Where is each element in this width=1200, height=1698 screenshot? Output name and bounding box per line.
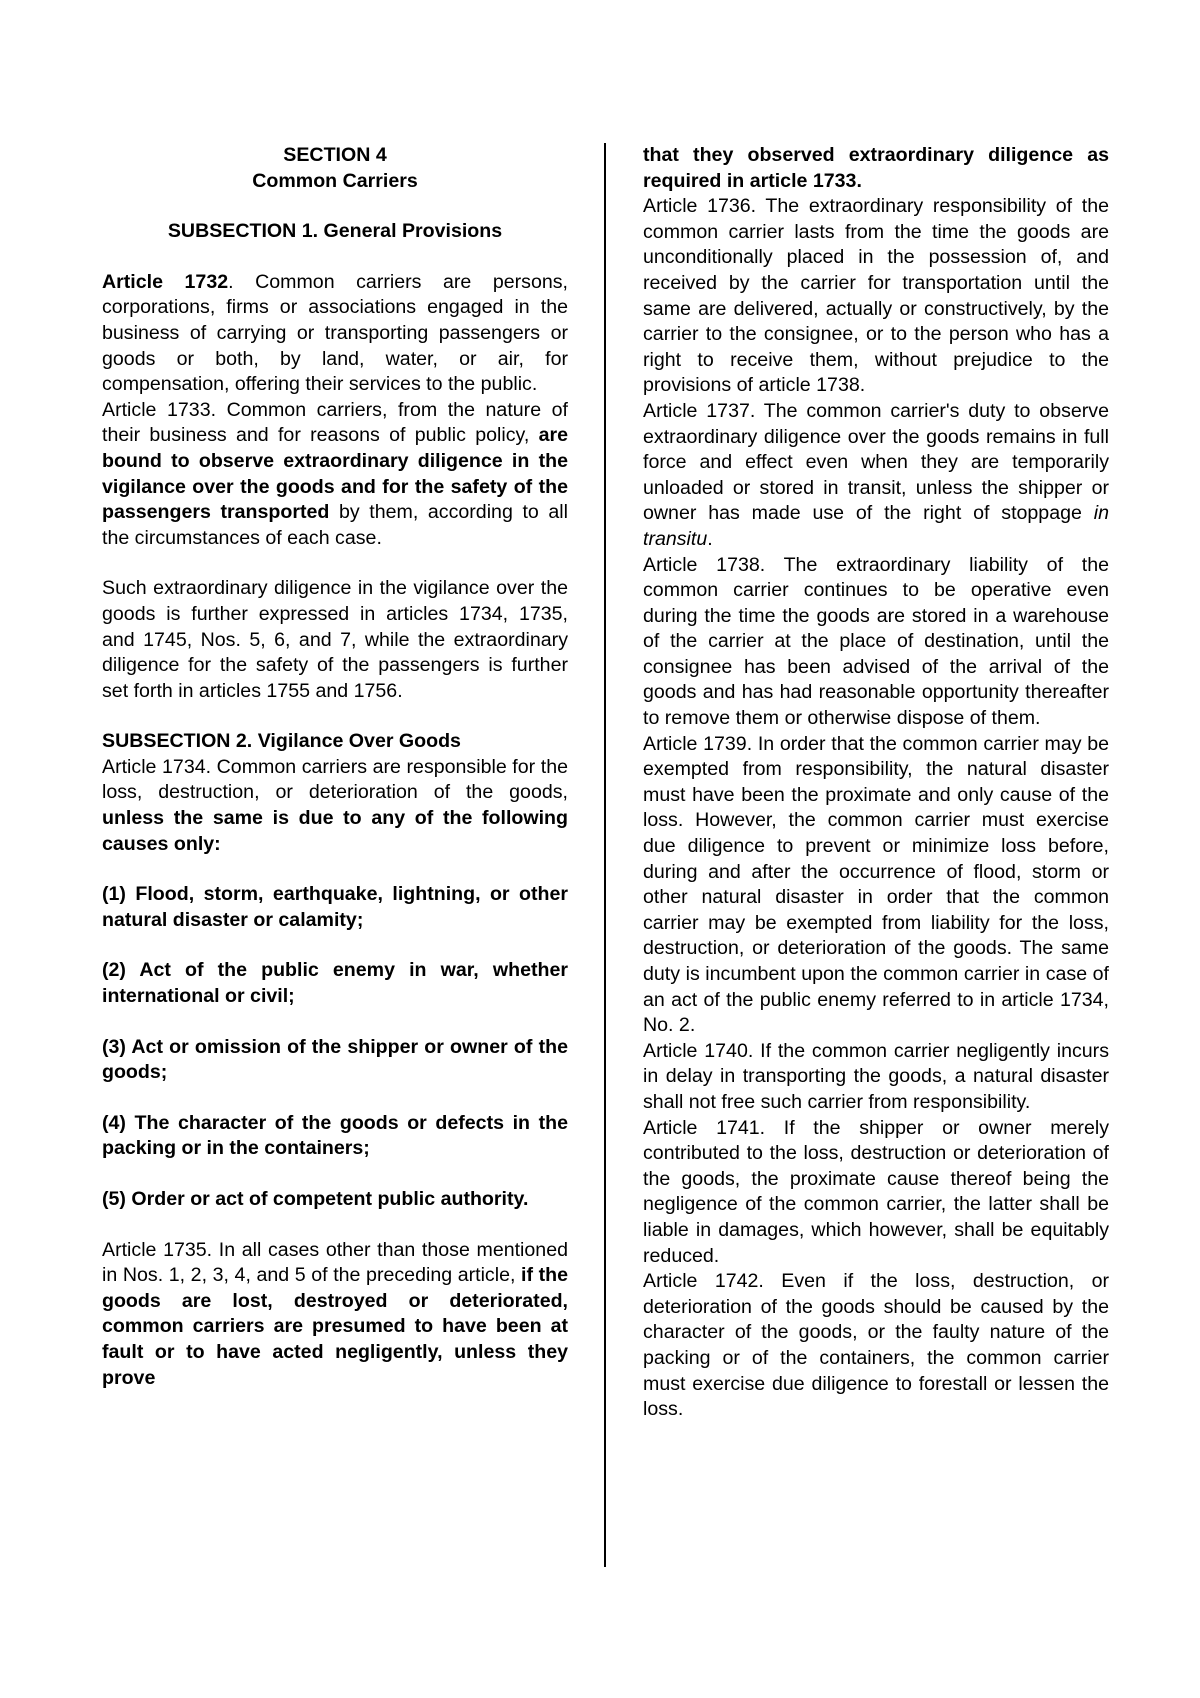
article-1733-label: Article 1733. [102, 398, 217, 421]
article-1735-label: Article 1735. [102, 1238, 213, 1261]
extraordinary-diligence-paragraph: Such extraordinary diligence in the vigilance over the goods is further expressed in articles 1734, 1735, and 1745, Nos. 5, 6, and 7, while the extraordinary diligence for the safety of the passengers is further set forth in articles 1755 and 1756. [102, 577, 568, 702]
article-1737 [643, 399, 1109, 553]
article-1736-text: The extraordinary responsibility of the common carrier lasts from the time the goods are unconditionally placed in the possession of, and received by the carrier for transportation until the same are delivered, actually or constructively, by the carrier to the consignee, or to the person who has a right to receive them, without prejudice to the provisions of article 1738. [643, 195, 1109, 397]
left-column [102, 143, 568, 1391]
column-divider [604, 143, 606, 1567]
article-1733-text: Common carriers, from the nature of their business and for reasons of public policy, [102, 398, 569, 447]
article-1737-label: Article 1737. [643, 399, 756, 422]
article-1741 [643, 1116, 1109, 1270]
cause-item: (1) Flood, storm, earthquake, lightning, or other natural disaster or calamity; [102, 883, 568, 931]
article-1738-text: The extraordinary liability of the common carrier continues to be operative even during the time the goods are stored in a warehouse of the carrier at the place of destination, until the consignee has been advised of the arrival of the goods and has had reasonable opportunity thereafter to remove them or otherwise dispose of them. [643, 553, 1109, 730]
article-1739 [643, 732, 1109, 1039]
article-1738-label: Article 1738. [643, 553, 766, 576]
article-1742-text: Even if the loss, destruction, or deterioration of the goods should be caused by the character of the goods, or the faulty nature of the packing or of the containers, the common carrier must exercise due diligence to forestall or lessen the loss. [643, 1270, 1109, 1421]
article-1740-text: If the common carrier negligently incurs in delay in transporting the goods, a natural disaster shall not free such carrier from responsibility. [643, 1039, 1110, 1113]
section-heading: SECTION 4 [283, 144, 387, 166]
cause-item: (3) Act or omission of the shipper or owner of the goods; [102, 1035, 568, 1084]
article-1733-text-end: by them, according to all the circumstances of each case. [102, 501, 568, 549]
article-1737-italic: in transitu [643, 502, 1109, 550]
article-1734-label: Article 1734. [102, 755, 212, 778]
article-1737-end: . [707, 527, 713, 550]
article-1734-bold: unless the same is due to any of the following causes only: [102, 807, 568, 855]
article-1742 [643, 1269, 1109, 1423]
article-1733-bold: are bound to observe extraordinary diligence in the vigilance over the goods and for the safety of the passengers transported [102, 424, 568, 524]
article-1742-label: Article 1742. [643, 1270, 764, 1293]
cause-item: (4) The character of the goods or defects in the packing or in the containers; [102, 1111, 568, 1160]
article-1734-text: Common carriers are responsible for the loss, destruction, or deterioration of the goods, [102, 755, 568, 804]
article-1732-text: . Common carriers are persons, corporations, firms or associations engaged in the business of carrying or transporting passengers or goods or both, by land, water, or air, for compensation, offering their services to the public. [102, 270, 569, 396]
article-1733 [102, 398, 568, 552]
subsection-1-heading: SUBSECTION 1. General Provisions [167, 220, 503, 243]
article-1732-label: Article 1732 [102, 270, 229, 293]
article-1736 [643, 194, 1109, 399]
article-1732 [102, 270, 568, 398]
article-1738 [643, 553, 1109, 732]
article-1741-text: If the shipper or owner merely contributed to the loss, destruction or deterioration of the goods, the proximate cause thereof being the negligence of the common carrier, the latter shall be liable in damages, which however, shall be equitably reduced. [643, 1116, 1109, 1267]
article-1735-text: In all cases other than those mentioned in Nos. 1, 2, 3, 4, and 5 of the preceding article, [102, 1238, 568, 1287]
article-1737-text: The common carrier's duty to observe extraordinary diligence over the goods remains in full force and effect even when they are temporarily unloaded or stored in transit, unless the shipper or owner has made use of the right of stoppage [643, 399, 1109, 525]
article-1735-continuation: that they observed extraordinary diligence as required in article 1733. [643, 144, 1109, 192]
article-1740 [643, 1039, 1109, 1116]
article-1741-label: Article 1741. [643, 1116, 766, 1139]
article-1739-label: Article 1739. [643, 732, 753, 755]
article-1739-text: In order that the common carrier may be exempted from responsibility, the natural disaster must have been the proximate and only cause of the loss. However, the common carrier must exercise due diligence to prevent or minimize loss before, during and after the occurrence of flood, storm or other natural disaster in order that the common carrier may be exempted from liability for the loss, destruction, or deterioration of the goods. The same duty is incumbent upon the common carrier in case of an act of the public enemy referred to in article 1734, No. 2. [643, 732, 1110, 1037]
article-1735 [102, 1238, 568, 1392]
cause-item: (5) Order or act of competent public authority. [102, 1188, 529, 1210]
right-column [643, 143, 1109, 1423]
article-1740-label: Article 1740. [643, 1039, 754, 1062]
article-1734 [102, 755, 568, 857]
article-1735-bold: if the goods are lost, destroyed or deteriorated, common carriers are presumed to have been at fault or to have acted negligently, unless they prove [102, 1264, 568, 1389]
article-1736-label: Article 1736. [643, 195, 757, 218]
cause-item: (2) Act of the public enemy in war, whether international or civil; [102, 959, 568, 1008]
subsection-2-heading: SUBSECTION 2. Vigilance Over Goods [102, 730, 461, 753]
section-title: Common Carriers [252, 169, 418, 192]
